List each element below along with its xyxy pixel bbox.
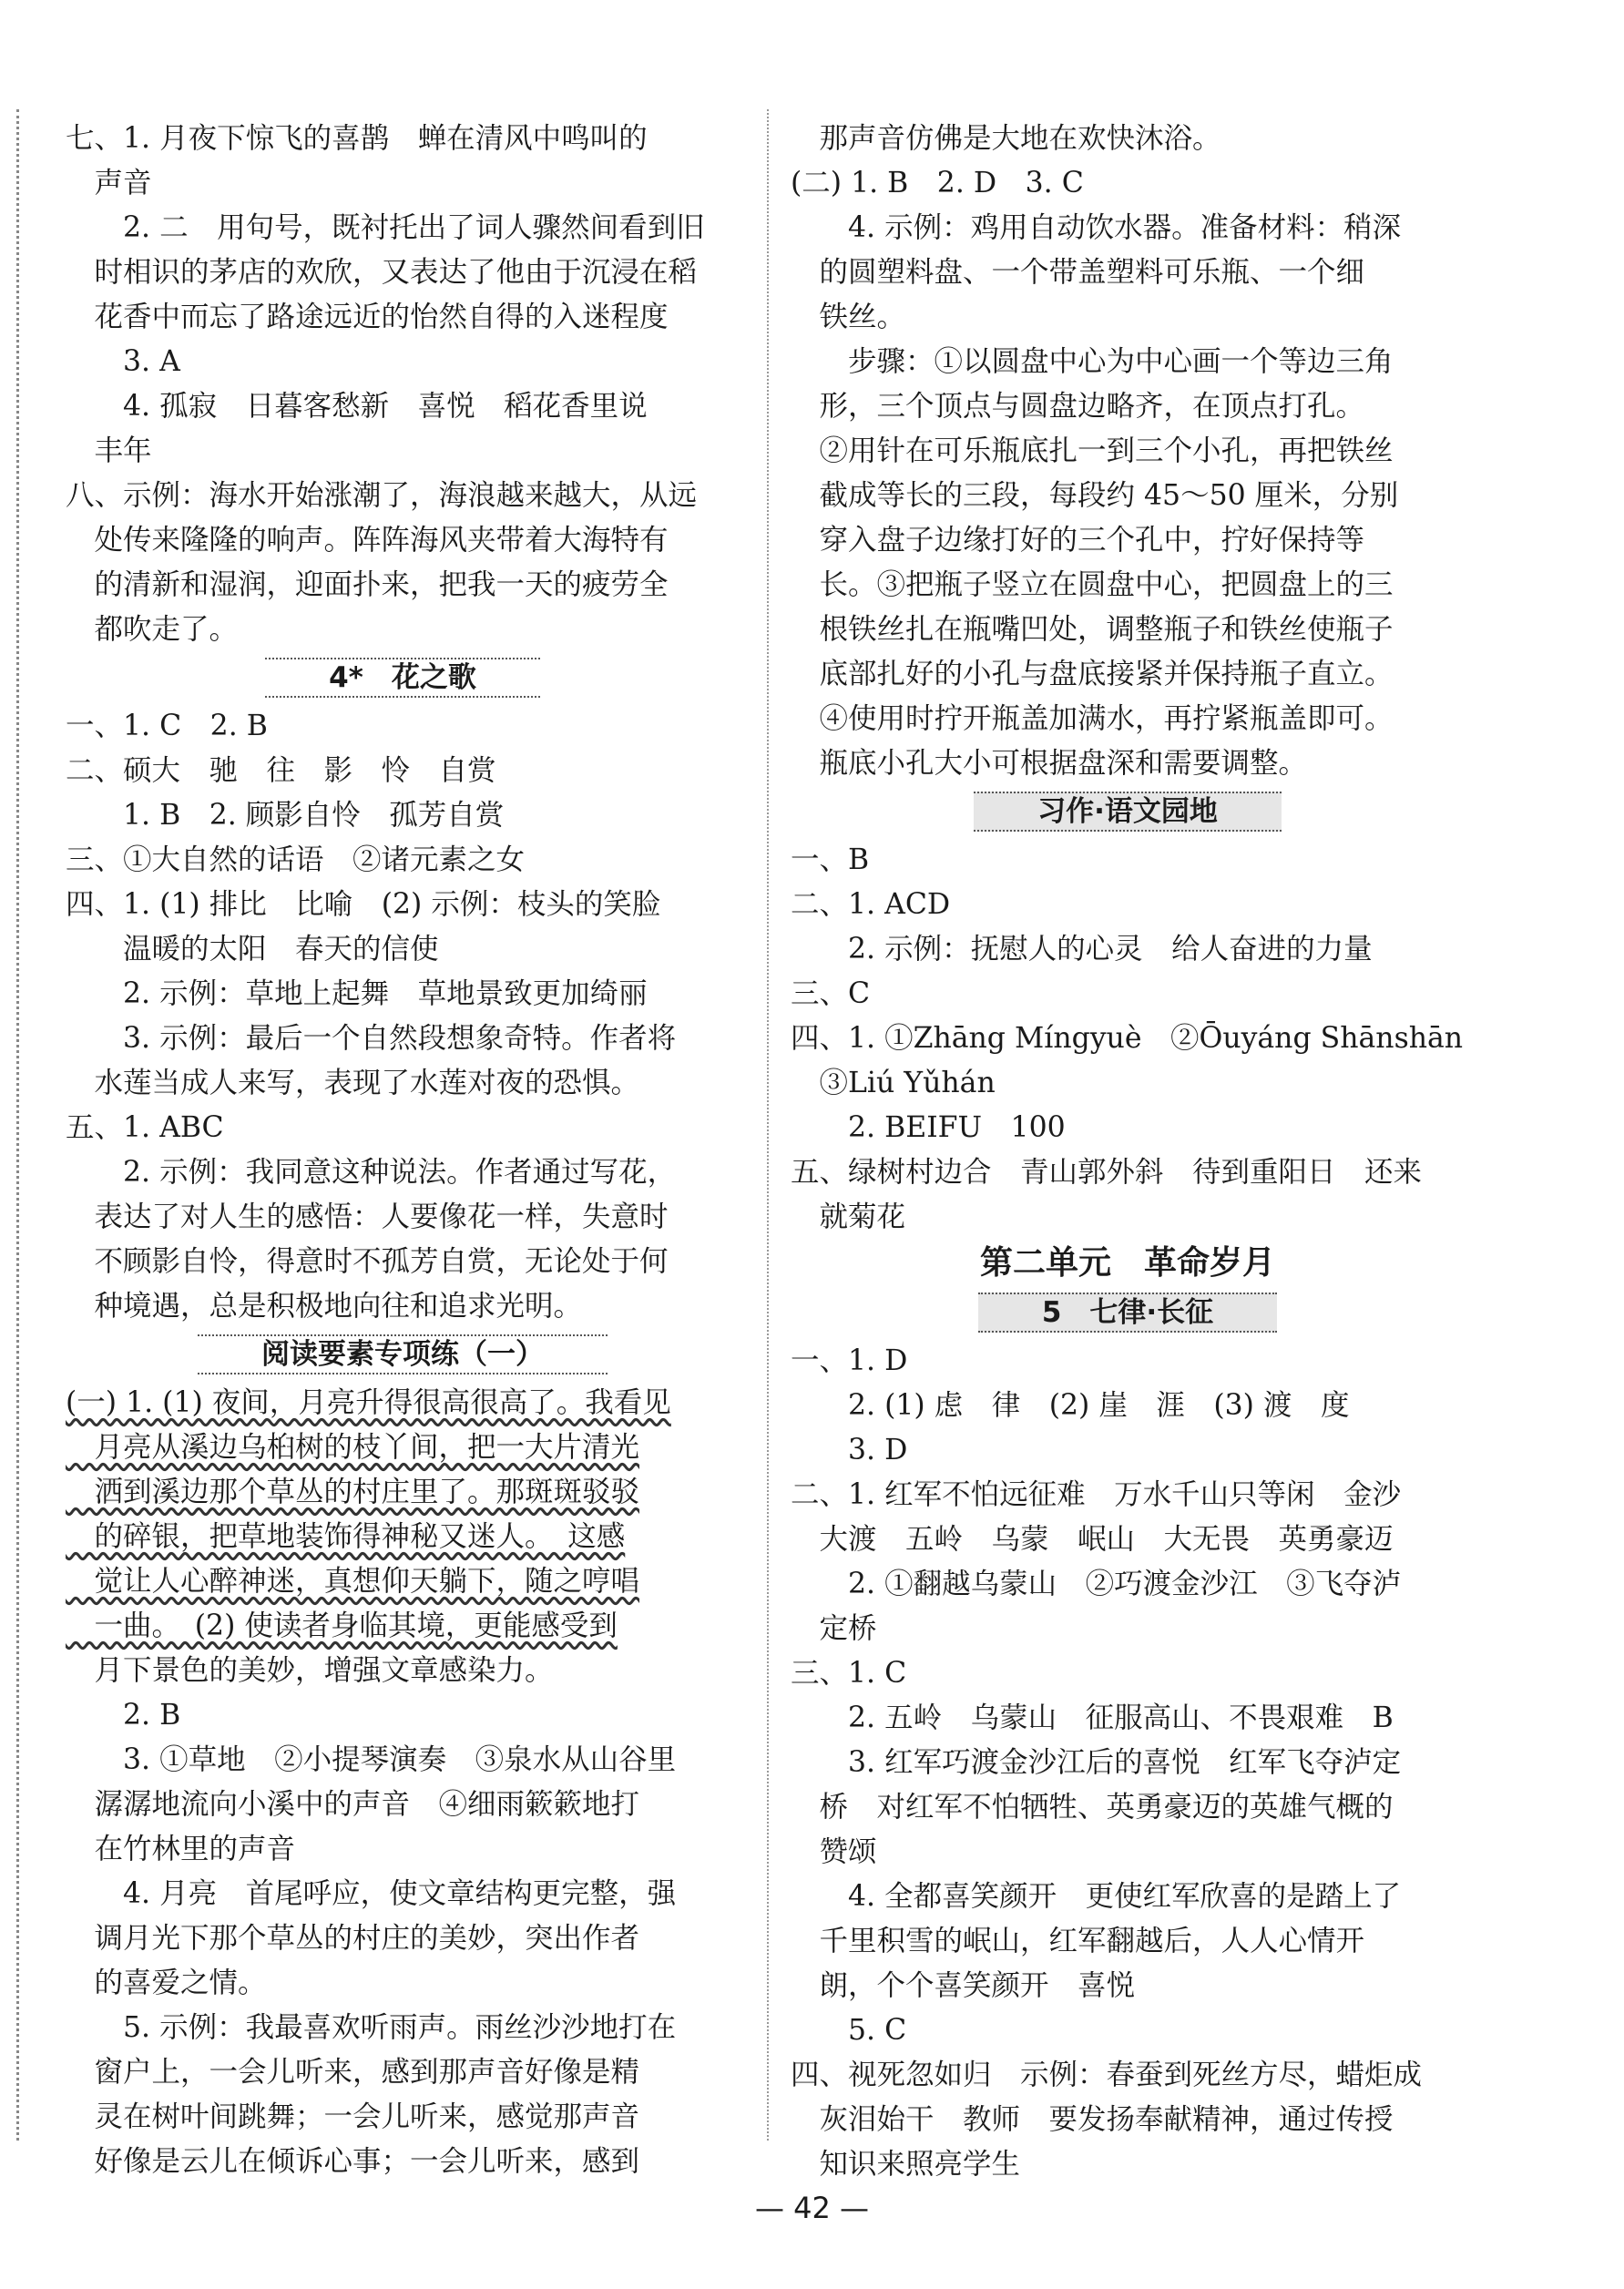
underlined-answer-passage [66,1381,740,1649]
answer-line: 3. ①草地 ②小提琴演奏 ③泉水从山谷里 [66,1743,677,1776]
right-column [791,117,1465,2187]
answer-line: 处传来隆隆的响声。阵阵海风夹带着大海特有 [66,524,669,557]
answer-line: 表达了对人生的感悟：人要像花一样，失意时 [66,1201,669,1233]
reading-practice-heading: 阅读要素专项练（一） [66,1333,740,1377]
answer-line: 月下景色的美妙，增强文章感染力。 [66,1654,554,1687]
answer-line: 五、绿树村边合 青山郭外斜 待到重阳日 还来 [791,1156,1423,1189]
answer-line: (一) 1. (1) 夜间，月亮升得很高很高了。我看见 [66,1386,671,1419]
answer-line: 窗户上，一会儿听来，感到那声音好像是精 [66,2056,640,2089]
answer-line: ③Liú Yǔhán [791,1067,996,1099]
answers-reading-practice [66,1649,740,2184]
answer-line: 一、B [791,843,870,876]
answer-line: ④使用时拧开瓶盖加满水，再拧紧瓶盖即可。 [791,702,1394,735]
answer-line: 长。③把瓶子竖立在圆盘中心，把圆盘上的三 [791,568,1394,601]
answer-line: 截成等长的三段，每段约 45～50 厘米，分别 [791,479,1399,512]
answer-line: 四、1. (1) 排比 比喻 (2) 示例：枝头的笑脸 [66,888,661,921]
left-column [66,117,740,2184]
answer-line: 4. 示例：鸡用自动饮水器。准备材料：稍深 [791,211,1402,244]
answer-line: 4. 全都喜笑颜开 更使红军欣喜的是踏上了 [791,1880,1402,1913]
answer-line: 声音 [66,167,152,199]
answers-reading-part-2 [791,117,1465,786]
answer-line: 二、1. 红军不怕远征难 万水千山只等闲 金沙 [791,1478,1402,1511]
answer-line: 2. 示例：我同意这种说法。作者通过写花， [66,1156,677,1189]
answers-writing-garden [791,838,1465,1240]
answer-line: 的圆塑料盘、一个带盖塑料可乐瓶、一个细 [791,256,1365,289]
answer-line: 好像是云儿在倾诉心事；一会儿听来，感到 [66,2145,640,2178]
answer-line: 五、1. ABC [66,1111,224,1144]
answer-line: 就菊花 [791,1201,906,1233]
answer-line: 2. (1) 虑 律 (2) 崖 涯 (3) 渡 度 [791,1389,1350,1422]
writing-garden-heading: 习作·语文园地 [791,790,1465,834]
answer-line: 穿入盘子边缘打好的三个孔中，拧好保持等 [791,524,1365,557]
answer-line: 知识来照亮学生 [791,2148,1021,2181]
answers-section-7-8 [66,117,740,652]
answer-line: 大渡 五岭 乌蒙 岷山 大无畏 英勇豪迈 [791,1523,1394,1556]
answer-line: 丰年 [66,434,152,467]
answer-line: 4. 孤寂 日暮客愁新 喜悦 稻花香里说 [66,390,648,423]
answer-line: 七、1. 月夜下惊飞的喜鹊 蝉在清风中鸣叫的 [66,122,648,155]
answer-line: 铁丝。 [791,301,906,333]
answer-line: 三、1. C [791,1657,907,1690]
answer-line: 觉让人心醉神迷，真想仰天躺下，随之哼唱 [66,1565,640,1598]
answer-line: 3. A [66,345,180,378]
answer-line: 朗，个个喜笑颜开 喜悦 [791,1969,1136,2002]
answer-line: 2. B [66,1699,181,1732]
answer-line: 根铁丝扎在瓶嘴凹处，调整瓶子和铁丝使瓶子 [791,613,1394,646]
answer-line: 调月光下那个草丛的村庄的美妙，突出作者 [66,1922,640,1955]
answer-line: 瓶底小孔大小可根据盘深和需要调整。 [791,747,1308,780]
answer-line: 种境遇，总是积极地向往和追求光明。 [66,1290,583,1323]
answer-line: 一曲。 (2) 使读者身临其境，更能感受到 [66,1609,618,1642]
lesson-heading-hua-zhi-ge: 4* 花之歌 [66,656,740,700]
binding-margin-dots [16,109,19,2141]
answer-line: 的清新和湿润，迎面扑来，把我一天的疲劳全 [66,568,669,601]
answer-line: 2. ①翻越乌蒙山 ②巧渡金沙江 ③飞夺泸 [791,1568,1402,1600]
answer-line: 洒到溪边那个草丛的村庄里了。那斑斑驳驳 [66,1476,640,1508]
answer-line: 八、示例：海水开始涨潮了，海浪越来越大，从远 [66,479,698,512]
answer-line: 二、硕大 驰 往 影 怜 自赏 [66,754,496,787]
answer-line: 步骤：①以圆盘中心为中心画一个等边三角 [791,345,1394,378]
answer-line: 潺潺地流向小溪中的声音 ④细雨簌簌地打 [66,1788,640,1821]
answer-line: 时相识的茅店的欢欣，又表达了他由于沉浸在稻 [66,256,698,289]
answer-line: 5. C [791,2014,907,2047]
answer-line: 三、C [791,977,871,1010]
answer-line: 二、1. ACD [791,888,951,921]
answer-line: 三、①大自然的话语 ②诸元素之女 [66,843,526,876]
answer-line: 底部扎好的小孔与盘底接紧并保持瓶子直立。 [791,658,1394,690]
answer-line: ②用针在可乐瓶底扎一到三个小孔，再把铁丝 [791,434,1394,467]
answer-line: 的喜爱之情。 [66,1967,267,1999]
answer-line: 灵在树叶间跳舞；一会儿听来，感觉那声音 [66,2100,640,2133]
answer-line: 四、视死忽如归 示例：春蚕到死丝方尽，蜡炬成 [791,2059,1423,2091]
answer-line: 赞颂 [791,1835,877,1868]
answer-line: 一、1. D [791,1344,908,1377]
answer-line: 一、1. C 2. B [66,710,268,742]
answer-line: 3. 示例：最后一个自然段想象奇特。作者将 [66,1022,677,1055]
answer-line: 2. 示例：草地上起舞 草地景致更加绮丽 [66,977,648,1010]
answers-lesson-5 [791,1339,1465,2187]
answer-line: 5. 示例：我最喜欢听雨声。雨丝沙沙地打在 [66,2011,677,2044]
answer-line: 4. 月亮 首尾呼应，使文章结构更完整，强 [66,1877,677,1910]
answers-lesson-4 [66,704,740,1329]
answer-line: 花香中而忘了路途远近的怡然自得的入迷程度 [66,301,669,333]
answer-line: 在竹林里的声音 [66,1833,296,1865]
unit-title: 第二单元 革命岁月 [979,1244,1275,1282]
answer-line: 2. 五岭 乌蒙山 征服高山、不畏艰难 B [791,1701,1394,1734]
answer-line: (二) 1. B 2. D 3. C [791,167,1084,199]
page-number: — 42 — [754,2191,870,2225]
answer-line: 千里积雪的岷山，红军翻越后，人人心情开 [791,1925,1365,1957]
answer-line: 3. D [791,1434,908,1466]
answer-line: 那声音仿佛是大地在欢快沐浴。 [791,122,1221,155]
answer-line: 都吹走了。 [66,613,239,646]
answer-line: 温暖的太阳 春天的信使 [66,933,439,966]
answer-line: 灰泪始干 教师 要发扬奉献精神，通过传授 [791,2103,1394,2136]
answer-line: 定桥 [791,1612,877,1645]
answer-line: 不顾影自怜，得意时不孤芳自赏，无论处于何 [66,1245,669,1278]
lesson-heading-changzheng: 5 七律·长征 [791,1291,1465,1335]
answer-line: 四、1. ①Zhāng Míngyuè ②Ōuyáng Shānshān [791,1022,1464,1055]
answer-line: 2. BEIFU 100 [791,1111,1066,1144]
answer-line: 桥 对红军不怕牺牲、英勇豪迈的英雄气概的 [791,1791,1394,1824]
answer-line: 2. 示例：抚慰人的心灵 给人奋进的力量 [791,933,1373,966]
answer-line: 月亮从溪边乌桕树的枝丫间，把一大片清光 [66,1431,640,1464]
answer-line: 2. 二 用句号，既衬托出了词人骤然间看到旧 [66,211,705,244]
answer-line: 形，三个顶点与圆盘边略齐，在顶点打孔。 [791,390,1365,423]
column-divider [767,109,769,2141]
answer-line: 1. B 2. 顾影自怜 孤芳自赏 [66,799,505,832]
answer-line: 的碎银，把草地装饰得神秘又迷人。 这感 [66,1520,626,1553]
answer-line: 3. 红军巧渡金沙江后的喜悦 红军飞夺泸定 [791,1746,1402,1779]
answer-line: 水莲当成人来写，表现了水莲对夜的恐惧。 [66,1067,640,1099]
